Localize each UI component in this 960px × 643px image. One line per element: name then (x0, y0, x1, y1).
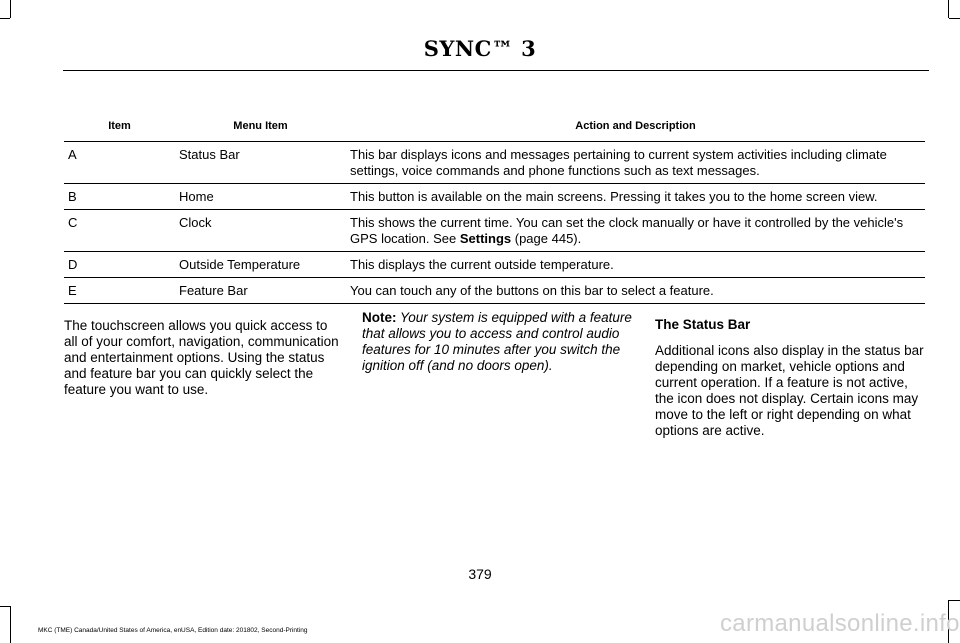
page-title: SYNC™ 3 (423, 36, 537, 61)
description-text: This shows the current time. You can set the clock manually or have it controlled by the vehicle's GPS location. See (350, 215, 904, 246)
table-row (64, 252, 925, 278)
menu-item-cell: Status Bar (175, 142, 346, 184)
watermark: carmanualsonline.info (720, 610, 960, 637)
section-heading: The Status Bar (655, 317, 751, 332)
item-cell: B (64, 184, 175, 210)
crop-mark (10, 606, 11, 643)
column-header-description: Action and Description (346, 113, 925, 142)
section-paragraph: Additional icons also display in the status bar depending on market, vehicle options and current operation. If a feature is not active, the icon does not display. Certain icons may move to the left or right depending on what options are active. (655, 343, 924, 438)
table-row (64, 184, 925, 210)
settings-link[interactable]: Settings (459, 231, 512, 246)
crop-mark (0, 606, 10, 607)
note-paragraph (362, 310, 632, 374)
status-bar-section (655, 317, 927, 449)
crop-mark (949, 600, 960, 601)
crop-mark (0, 18, 10, 19)
description-cell: This bar displays icons and messages pertaining to current system activities including climate settings, voice commands and phone functions such as text messages. (346, 142, 925, 184)
menu-item-cell: Outside Temperature (175, 252, 346, 278)
column-header-menu-item: Menu Item (175, 113, 346, 142)
menu-item-cell: Feature Bar (175, 278, 346, 304)
intro-paragraph: The touchscreen allows you quick access to all of your comfort, navigation, communication and entertainment options. Using the status and feature bar you can quickly select the feature you want to use. (64, 318, 339, 397)
description-cell: You can touch any of the buttons on this bar to select a feature. (346, 278, 925, 304)
crop-mark (948, 0, 949, 18)
table-row (64, 278, 925, 304)
column-header-item: Item (64, 113, 175, 142)
description-cell: This displays the current outside temperature. (346, 252, 925, 278)
footer-edition-text: MKC (TME) Canada/United States of America, enUSA, Edition date: 201802, Second-Printing (38, 627, 308, 634)
menu-item-cell: Home (175, 184, 346, 210)
crop-mark (949, 18, 960, 19)
table-header-row (64, 113, 925, 142)
table-row (64, 142, 925, 184)
item-cell: E (64, 278, 175, 304)
page-reference: (page 445). (511, 231, 582, 246)
description-cell (346, 210, 925, 252)
note-text: Your system is equipped with a feature that allows you to access and control audio features for 10 minutes after you switch the ignition off (and no doors open). (362, 310, 632, 373)
menu-item-cell: Clock (175, 210, 346, 252)
item-cell: C (64, 210, 175, 252)
page-number: 379 (468, 566, 492, 582)
feature-table (64, 113, 925, 304)
header-divider (63, 70, 929, 71)
item-cell: D (64, 252, 175, 278)
crop-mark (10, 0, 11, 18)
note-label: Note: (362, 310, 397, 325)
description-cell: This button is available on the main screens. Pressing it takes you to the home screen view. (346, 184, 925, 210)
item-cell: A (64, 142, 175, 184)
table-row (64, 210, 925, 252)
